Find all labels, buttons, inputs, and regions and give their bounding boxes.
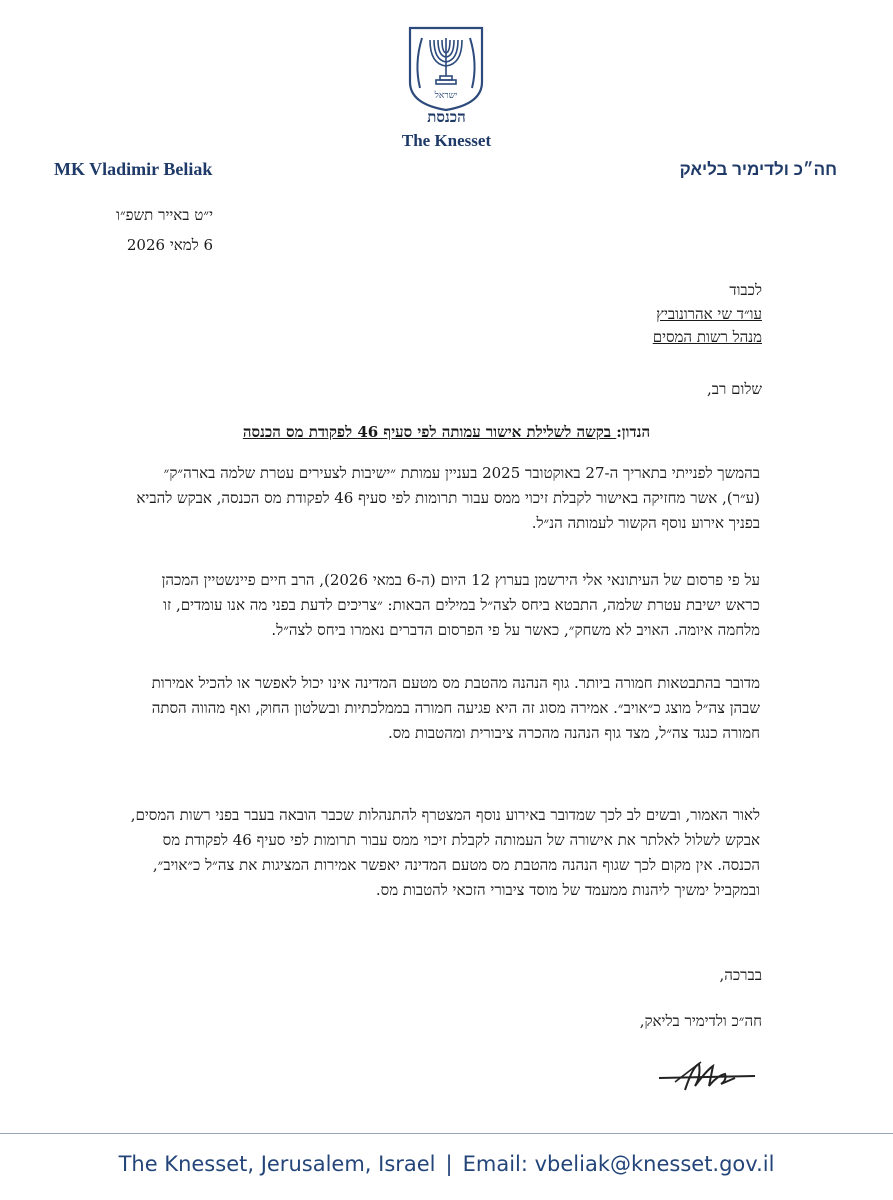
mk-name-hebrew: חה״כ ולדימיר בליאק <box>679 160 837 179</box>
knesset-english-title: The Knesset <box>401 131 492 150</box>
body-paragraph-4: לאור האמור, ובשים לב לכך שמדובר באירוע נוסף המצטרף להתנהלות שכבר הובאה בעבר בפני רשות המסים, אבקש לשלול לאלתר את אישורה של העמותה לקבלת זיכוי ממס עבור תרומות לפי סעיף 46 לפקודת מס הכנסה. אין מקום לכך שגוף הנהנה מהטבת מס מטעם המדינה יאפשר אמירות המציגות את צה״ל כ״אויב״, ובמקביל ימשיך ליהנות ממעמד של מוסד ציבורי הזכאי להטבות מס. <box>130 806 760 899</box>
recipient-title: מנהל רשות המסים <box>652 328 762 346</box>
menorah-emblem-icon <box>400 24 492 112</box>
body-paragraph-1: בהמשך לפנייתי בתאריך ה-27 באוקטובר 2025 בעניין עמותת ״ישיבות לצעירים עטרת שלמה בארה״ק״ (ע״ר), אשר מחזיקה באישור לקבלת זיכוי ממס עבור תרומות לפי סעיף 46 לפקודת מס הכנסה, אבקש להביא בפניך אירוע נוסף הקשור לעמותה הנ״ל. <box>136 464 760 532</box>
body-paragraph-2: על פי פרסום של העיתונאי אלי הירשמן בערוץ 12 היום (ה-6 במאי 2026), הרב חיים פיינשטיין המכהן כראש ישיבת עטרת שלמה, התבטא ביחס לצה״ל במילים הבאות: ״צריכים לדעת בפני מה אנו עומדים, זו מלחמה איומה. האויב לא משחק״, כאשר על פי הפרסום הדברים נאמרו ביחס לצה״ל. <box>161 571 760 639</box>
mk-name-english: MK Vladimir Beliak <box>54 159 213 179</box>
footer-email[interactable]: Email: vbeliak@knesset.gov.il <box>462 1152 775 1176</box>
greeting: שלום רב, <box>707 380 762 398</box>
recipient-name: עו״ד שי אהרונוביץ <box>656 305 762 323</box>
body-paragraph-3: מדובר בהתבטאות חמורה ביותר. גוף הנהנה מהטבת מס מטעם המדינה אינו יכול לאפשר או להכיל אמירות שבהן צה״ל מוצג כ״אויב״. אמירה מסוג זה היא פגיעה חמורה בממלכתיות ובשלטון החוק, ואף מהווה הסתה חמורה כנגד צה״ל, מצד גוף הנהנה מהכרה ציבורית ומהטבות מס. <box>151 674 760 742</box>
subject-line <box>0 423 893 442</box>
gregorian-date: 6 למאי 2026 <box>126 236 213 254</box>
subject-text: בקשה לשלילת אישור עמותה לפי סעיף 46 לפקודת מס הכנסה <box>242 423 617 441</box>
signature-name: חה״כ ולדימיר בליאק, <box>639 1012 762 1030</box>
knesset-hebrew-title: הכנסת <box>427 110 466 126</box>
footer <box>0 1152 893 1176</box>
handwritten-signature <box>655 1056 760 1096</box>
recipient-salutation: לכבוד <box>729 281 762 299</box>
subject-label: הנדון: <box>616 423 651 441</box>
hebrew-date: י״ט באייר תשפ״ו <box>116 206 213 224</box>
footer-divider <box>0 1133 893 1134</box>
footer-separator: | <box>445 1152 453 1176</box>
svg-text:ישראל: ישראל <box>434 91 458 101</box>
closing: בברכה, <box>719 966 762 984</box>
footer-org: The Knesset, Jerusalem, Israel <box>118 1152 436 1176</box>
